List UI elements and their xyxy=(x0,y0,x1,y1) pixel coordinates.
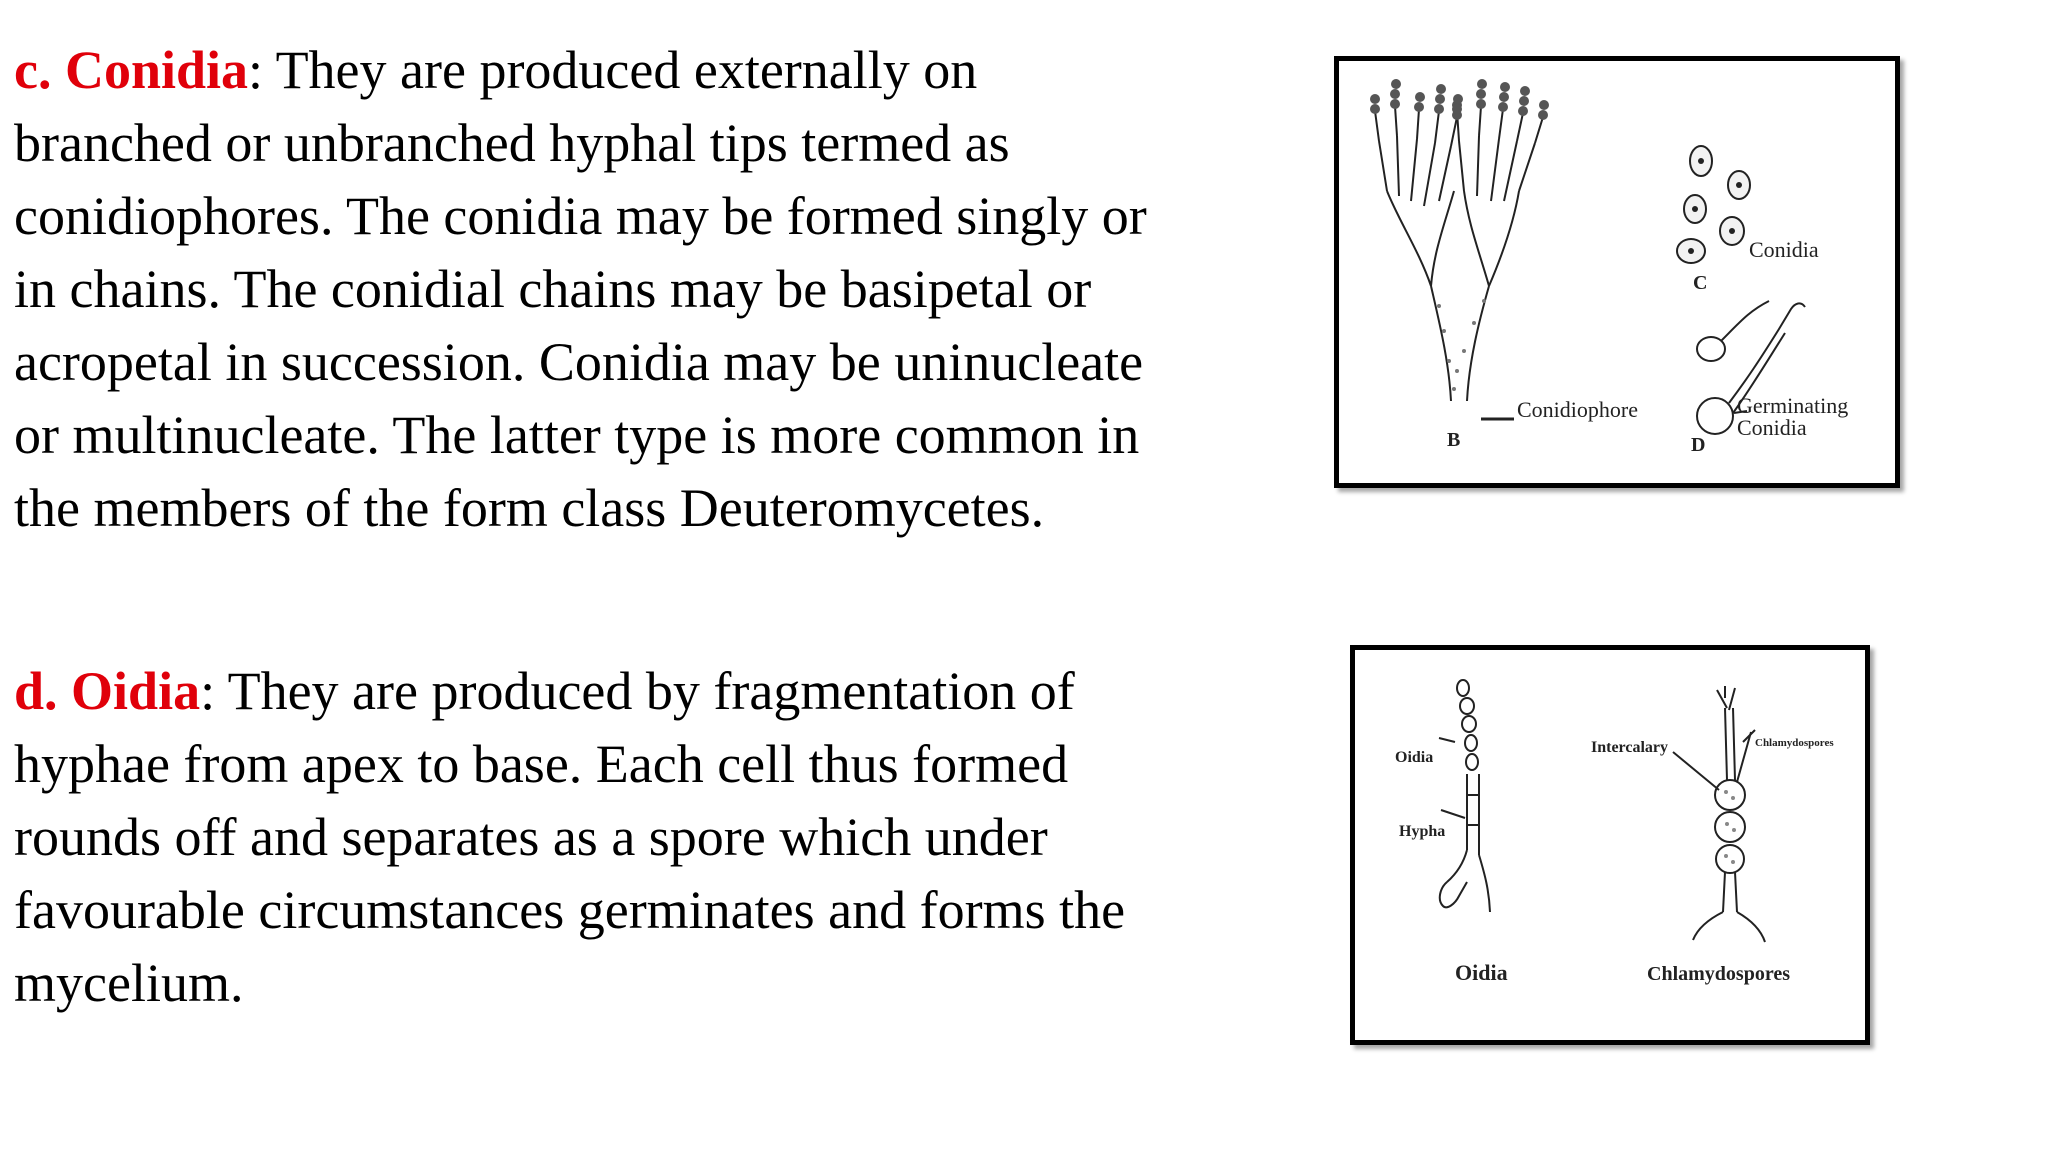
label-germinating: Germinating xyxy=(1737,393,1849,418)
oidia-text-line: : They are produced by fragmentation of xyxy=(200,661,1075,721)
conidia-illustration xyxy=(1339,61,1895,483)
label-conidia: Conidia xyxy=(1749,237,1819,262)
conidia-paragraph xyxy=(14,34,1304,545)
label-conidiophore: Conidiophore xyxy=(1517,397,1638,422)
label-chlamydospores-caption: Chlamydospores xyxy=(1647,963,1790,985)
conidia-text-line: acropetal in succession. Conidia may be uninucleate xyxy=(14,332,1144,392)
conidia-text-line: or multinucleate. The latter type is more common in xyxy=(14,405,1140,465)
label-intercalary: Intercalary xyxy=(1591,739,1669,756)
oidia-figure xyxy=(1350,645,1870,1045)
oidia-line-1 xyxy=(14,655,1304,728)
conidia-text-line: the members of the form class Deuteromycetes. xyxy=(14,478,1045,538)
oidia-text-line: favourable circumstances germinates and forms the xyxy=(14,880,1126,940)
oidia-text-line: mycelium. xyxy=(14,953,244,1013)
label-c: C xyxy=(1693,272,1708,294)
conidia-figure xyxy=(1334,56,1900,488)
conidia-term: c. Conidia xyxy=(14,40,249,100)
conidia-text-line: : They are produced externally on xyxy=(248,40,978,100)
label-hypha: Hypha xyxy=(1399,823,1446,840)
oidia-text-line: rounds off and separates as a spore which under xyxy=(14,807,1048,867)
label-b: B xyxy=(1447,429,1461,451)
label-chlamydospores-small: Chlamydospores xyxy=(1755,737,1834,749)
oidia-term: d. Oidia xyxy=(14,661,201,721)
oidia-paragraph xyxy=(14,655,1304,1020)
label-oidia-caption: Oidia xyxy=(1455,960,1508,985)
conidia-text-line: conidiophores. The conidia may be formed singly or xyxy=(14,186,1147,246)
conidia-text-line: in chains. The conidial chains may be basipetal or xyxy=(14,259,1092,319)
oidia-illustration xyxy=(1355,650,1865,1040)
conidia-text-line: branched or unbranched hyphal tips termed as xyxy=(14,113,1010,173)
label-d: D xyxy=(1691,434,1706,456)
label-oidia-small: Oidia xyxy=(1395,749,1434,766)
conidia-line-1 xyxy=(14,34,1304,107)
label-germinating-conidia: Conidia xyxy=(1737,415,1807,440)
oidia-text-line: hyphae from apex to base. Each cell thus formed xyxy=(14,734,1069,794)
